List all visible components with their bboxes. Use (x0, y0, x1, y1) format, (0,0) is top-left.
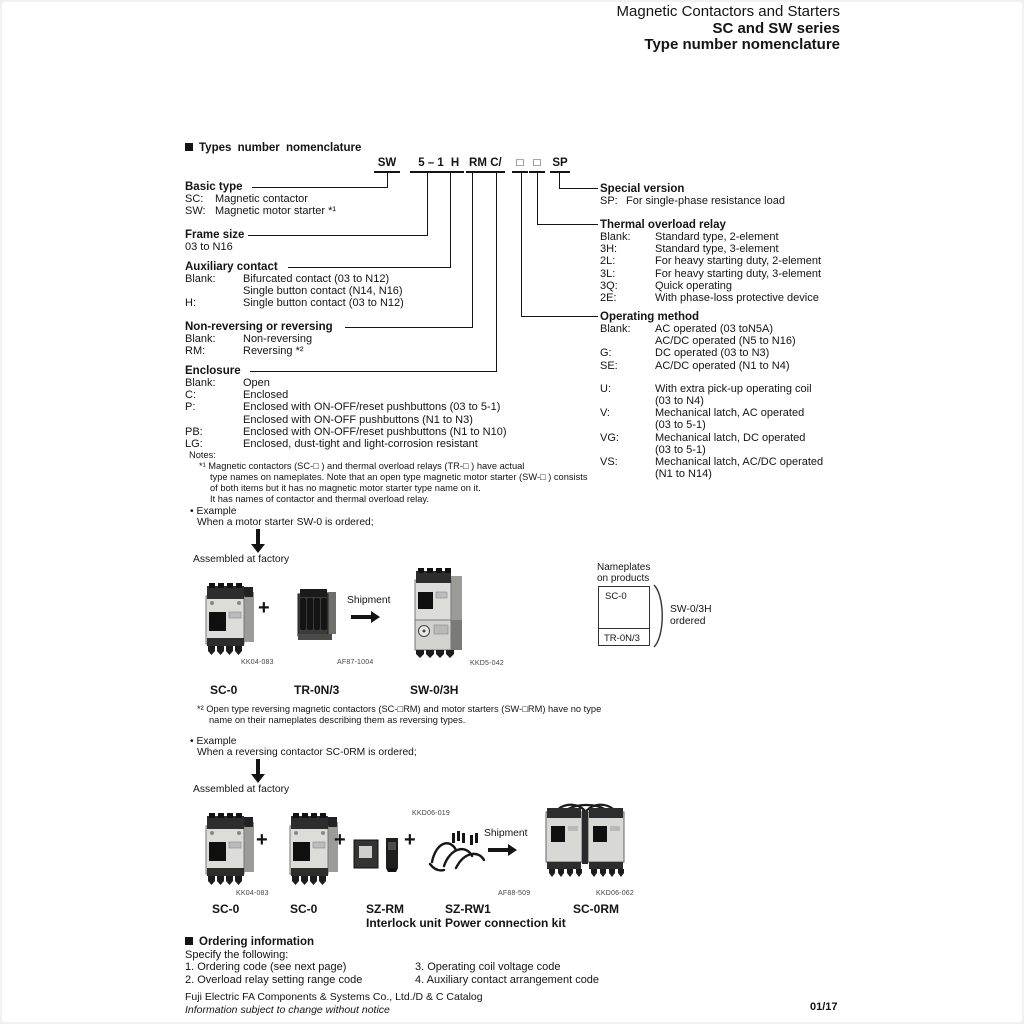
code-description-line2: (03 to 5-1) (655, 443, 706, 456)
type-code-segment-thermal-box: □ (529, 157, 545, 173)
type-code-segment-operating-box: □ (512, 157, 528, 173)
ordering-title-text: Ordering information (199, 936, 314, 948)
code-description: For heavy starting duty, 3-element (655, 267, 822, 280)
code-description: AC/DC operated (N5 to N16) (655, 335, 796, 348)
code-value: Blank: (600, 323, 631, 335)
code-description: With extra pick-up operating coil (655, 382, 812, 395)
page-header (617, 4, 840, 54)
shipment-label: Shipment (347, 595, 391, 606)
right-arrow-icon (488, 844, 517, 856)
product-label: SW-0/3H (410, 683, 459, 697)
code-description: With phase-loss protective device (655, 292, 819, 305)
shipment-label: Shipment (484, 828, 528, 839)
ordering-item: 4. Auxiliary contact arrangement code (415, 974, 600, 986)
section-title: Basic type (185, 181, 243, 193)
product-label: SC-0 (290, 902, 318, 916)
code-value: Blank: (185, 273, 216, 285)
section-title: Special version (600, 183, 685, 195)
section-title: Thermal overload relay (600, 219, 726, 231)
product-photo-sc0 (198, 582, 260, 656)
note2-line: name on their nameplates describing them as reversing types. (209, 715, 466, 725)
code-row (185, 389, 507, 401)
section-basic-type (185, 181, 336, 217)
code-description: AC operated (03 toN5A) (655, 323, 774, 335)
product-photo-szrw1 (426, 826, 490, 874)
code-value: C: (185, 389, 196, 402)
code-row (600, 347, 823, 359)
section-operating-method (600, 311, 823, 480)
example1-bullet: • Example (190, 506, 237, 517)
code-row (600, 255, 821, 267)
code-value: U: (600, 382, 611, 395)
code-row (185, 426, 507, 438)
connector-line (559, 173, 560, 188)
code-row (185, 297, 404, 309)
example1-assembled-label: Assembled at factory (193, 554, 290, 565)
code-description: AC/DC operated (N1 to N4) (655, 359, 790, 372)
photo-code: AF87-1004 (337, 659, 374, 666)
code-row (600, 432, 823, 456)
code-row (185, 205, 336, 217)
code-row (600, 335, 823, 347)
code-row (185, 414, 507, 426)
connector-line (521, 173, 522, 316)
section-frame-size (185, 229, 244, 253)
code-row (185, 241, 244, 253)
nameplates-caption (597, 562, 650, 584)
code-description: For heavy starting duty, 2-element (655, 255, 822, 268)
code-value: Blank: (600, 231, 631, 243)
code-description-line2: (N1 to N14) (655, 468, 712, 481)
product-photo-sc0rm (542, 800, 628, 880)
header-series: SC and SW series (712, 19, 840, 37)
connector-line (537, 173, 538, 224)
ordering-intro: Specify the following: (185, 949, 289, 961)
product-photo-sc0-a (198, 812, 260, 886)
code-description: Bifurcated contact (03 to N12) (243, 273, 390, 285)
code-description: Enclosed (243, 389, 289, 402)
section-enclosure (185, 365, 507, 450)
product-photo-tr0n3 (292, 586, 342, 642)
product-label: SZ-RM (366, 902, 404, 916)
ordered-caption-line1: SW-0/3H (670, 604, 712, 615)
product-label: SC-0 (212, 902, 240, 916)
plus-sign: + (256, 829, 268, 851)
nameplates-caption-line1: Nameplates (597, 562, 651, 573)
code-row (600, 292, 821, 304)
plus-sign: + (404, 829, 416, 851)
photo-code: AF88-509 (498, 890, 531, 897)
nameplates-caption-line2: on products (597, 573, 650, 584)
section-types-title (185, 142, 361, 154)
code-value (185, 285, 243, 297)
section-thermal-overload-relay (600, 219, 821, 304)
code-description: Single button contact (N14, N16) (243, 285, 403, 298)
type-code-segment-aux: H (446, 157, 464, 173)
code-description: Mechanical latch, DC operated (655, 431, 806, 444)
ordering-item: 1. Ordering code (see next page) (185, 961, 347, 973)
connector-line (521, 316, 598, 317)
code-description: DC operated (03 to N3) (655, 347, 770, 360)
ordering-item: 3. Operating coil voltage code (415, 961, 561, 973)
code-value: SP: (600, 195, 618, 207)
code-row (185, 333, 333, 345)
code-row (185, 345, 333, 357)
code-row (600, 383, 823, 407)
section-title: Enclosure (185, 365, 241, 377)
code-value: PB: (185, 425, 203, 438)
code-description: Magnetic contactor (215, 193, 308, 205)
down-arrow-icon (251, 529, 265, 553)
product-label: SZ-RW1 (445, 902, 491, 916)
code-description: Non-reversing (243, 333, 313, 345)
code-description: Enclosed with ON-OFF pushbuttons (N1 to N3) (243, 413, 473, 426)
connector-line (345, 327, 473, 328)
code-description-line2: (03 to N4) (655, 395, 704, 408)
code-value: SW: (185, 205, 206, 218)
code-row (600, 268, 821, 280)
code-value: Blank: (185, 333, 216, 345)
note1-line: of both items but it has no magnetic motor starter type name on it. (210, 483, 481, 493)
section-title: Frame size (185, 229, 245, 241)
code-description: Enclosed with ON-OFF/reset pushbuttons (N1 to N10) (243, 425, 507, 438)
notes-label: Notes: (189, 450, 216, 460)
down-arrow-icon (251, 759, 265, 783)
code-description: Mechanical latch, AC/DC operated (655, 456, 824, 469)
product-label: TR-0N/3 (294, 683, 340, 697)
code-row (185, 273, 404, 285)
code-description: Enclosed, dust-tight and light-corrosion resistant (243, 438, 478, 451)
code-value: SC: (185, 193, 204, 205)
code-row (600, 231, 821, 243)
photo-code: KKD5-042 (470, 660, 504, 667)
code-description: Open (243, 377, 270, 389)
section-reversing (185, 321, 333, 357)
ordering-item: 2. Overload relay setting range code (185, 974, 363, 986)
code-value (600, 335, 655, 347)
code-row (600, 456, 823, 480)
section-title-text: Types number nomenclature (199, 142, 362, 154)
connector-line (559, 188, 598, 189)
code-value (185, 414, 243, 426)
code-value: 3L: (600, 267, 616, 280)
type-code-segment-enclosure: C/ (487, 157, 505, 173)
note1-line: *¹ Magnetic contactors (SC-□ ) and thermal overload relays (TR-□ ) have actual (199, 461, 525, 471)
code-description-line2: (03 to 5-1) (655, 419, 706, 432)
photo-code: KK04-083 (236, 890, 269, 897)
example2-assembled-label: Assembled at factory (193, 784, 290, 795)
product-sublabel: Power connection kit (445, 916, 566, 930)
note1-line: type names on nameplates. Note that an open type magnetic motor starter (SW-□ ) consists (210, 472, 588, 482)
product-photo-szrm (352, 836, 404, 872)
code-value: Blank: (185, 377, 216, 389)
note2-block (197, 704, 601, 726)
section-bullet-icon (185, 937, 193, 945)
code-row (600, 360, 823, 372)
example2-bullet: • Example (190, 736, 237, 747)
nameplate-top: SC-0 (599, 587, 649, 629)
plus-sign: + (258, 597, 270, 619)
brace-icon (652, 583, 668, 649)
connector-line (387, 173, 388, 187)
connector-line (472, 173, 473, 327)
code-row (185, 438, 507, 450)
code-description: Single button contact (03 to N12) (243, 297, 404, 310)
notes-block (189, 450, 588, 505)
nameplate-box (598, 586, 650, 646)
code-value: H: (185, 297, 196, 310)
code-value: G: (600, 347, 612, 360)
connector-line (427, 173, 428, 235)
photo-code: KK04-083 (241, 659, 274, 666)
code-row (600, 407, 823, 431)
right-arrow-icon (351, 611, 380, 623)
section-bullet-icon (185, 143, 193, 151)
code-description: Standard type, 2-element (655, 231, 779, 243)
product-label: SC-0 (210, 683, 238, 697)
product-photo-sw03h (408, 568, 466, 660)
code-description: 03 to N16 (185, 241, 233, 253)
section-title: Operating method (600, 311, 700, 323)
code-row (600, 280, 821, 292)
example2-condition: When a reversing contactor SC-0RM is ordered; (197, 747, 417, 758)
type-code-segment-reversing: RM (466, 157, 490, 173)
connector-line (450, 173, 451, 267)
code-row (185, 401, 507, 413)
footer-page-number: 01/17 (810, 1001, 838, 1013)
code-value: 3H: (600, 243, 618, 256)
code-value: V: (600, 407, 610, 420)
photo-code: KKD06-019 (412, 810, 450, 817)
code-value: VG: (600, 431, 619, 444)
footer-notice: Information subject to change without notice (185, 1004, 390, 1016)
section-title: Auxiliary contact (185, 261, 278, 273)
type-code-segment-frame: 5 – 1 (410, 157, 452, 173)
type-code-segment-basic: SW (374, 157, 400, 173)
connector-line (248, 235, 428, 236)
code-row (600, 323, 823, 335)
footer-company: Fuji Electric FA Components & Systems Co., Ltd./D & C Catalog (185, 991, 483, 1003)
code-description: Mechanical latch, AC operated (655, 407, 805, 420)
code-description: Magnetic motor starter *¹ (215, 205, 337, 218)
code-value: 2L: (600, 255, 616, 268)
code-row (600, 195, 785, 207)
code-value: P: (185, 401, 196, 414)
section-special-version (600, 183, 785, 207)
type-code-segment-special: SP (550, 157, 570, 173)
nameplate-bottom: TR-0N/3 (604, 633, 640, 644)
code-value: RM: (185, 345, 206, 358)
header-page-title: Type number nomenclature (644, 36, 840, 53)
code-row (185, 377, 507, 389)
photo-code: KKD06-062 (596, 890, 634, 897)
code-description: Quick operating (655, 279, 733, 292)
code-value: SE: (600, 359, 618, 372)
code-value: 3Q: (600, 279, 618, 292)
section-auxiliary-contact (185, 261, 404, 310)
connector-line (537, 224, 598, 225)
code-row (185, 285, 404, 297)
code-value: LG: (185, 438, 203, 451)
note2-line: *² Open type reversing magnetic contactors (SC-□RM) and motor starters (SW-□RM) have no type (197, 704, 602, 714)
ordered-caption-line2: ordered (670, 615, 706, 627)
code-row (185, 193, 336, 205)
code-description: Standard type, 3-element (655, 243, 779, 256)
product-label: SC-0RM (573, 902, 620, 916)
connector-line (496, 173, 497, 371)
ordered-caption (670, 604, 712, 627)
code-value: 2E: (600, 292, 617, 305)
product-sublabel: Interlock unit (366, 916, 442, 930)
note1-line: It has names of contactor and thermal overload relay. (210, 494, 429, 504)
plus-sign: + (334, 829, 346, 851)
section-ordering-title (185, 936, 314, 948)
section-title: Non-reversing or reversing (185, 321, 333, 333)
example1-condition: When a motor starter SW-0 is ordered; (197, 517, 374, 528)
header-product-line: Magnetic Contactors and Starters (616, 3, 840, 20)
code-description: For single-phase resistance load (626, 195, 785, 207)
code-description: Enclosed with ON-OFF/reset pushbuttons (03 to 5-1) (243, 401, 501, 414)
code-description: Reversing *² (243, 345, 304, 358)
code-value: VS: (600, 456, 618, 469)
code-row (600, 243, 821, 255)
